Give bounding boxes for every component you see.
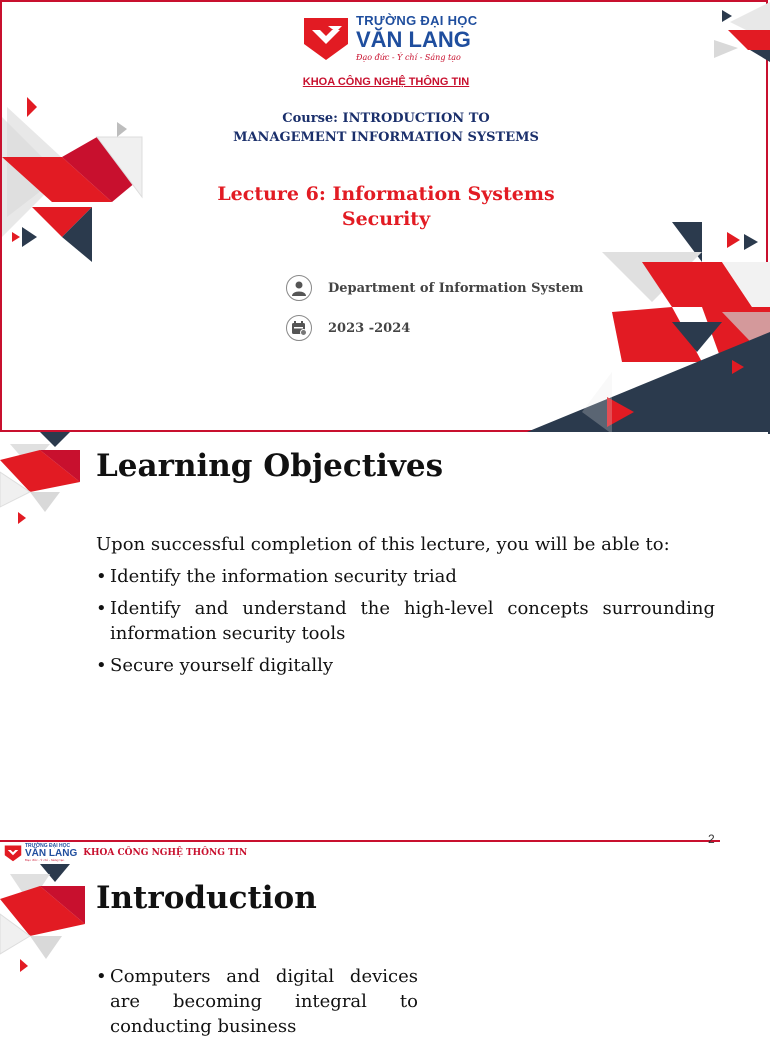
university-shield-icon: [4, 844, 22, 862]
slide-title: Introduction: [96, 880, 317, 916]
bullet-line-2: are becoming integral to: [110, 991, 418, 1012]
header-logo-line-1: TRƯỜNG ĐẠI HỌC: [25, 843, 71, 849]
lecture-line-1: Lecture 6: Information Systems: [217, 183, 555, 205]
course-line-1: Course: INTRODUCTION TO: [282, 111, 490, 126]
lecture-line-2: Security: [341, 208, 431, 230]
header-faculty: KHOA CÔNG NGHỆ THÔNG TIN: [83, 848, 248, 858]
year-text: 2023 -2024: [328, 320, 411, 336]
corner-triangle-decoration: [0, 864, 100, 974]
lecture-title: [2, 182, 770, 232]
learning-objectives-slide: [0, 432, 768, 832]
list-item: • Identify and understand the high-level concepts surrounding information security tools: [96, 596, 715, 646]
list-item: [96, 964, 418, 1039]
department-text: Department of Information System: [328, 280, 584, 296]
introduction-body: [96, 964, 418, 1039]
intro-text: Upon successful completion of this lecture, you will be able to:: [96, 534, 670, 555]
objectives-body: [96, 532, 715, 678]
page-number: 2: [708, 832, 715, 846]
list-item: • Identify the information security triad: [96, 564, 715, 589]
header-divider: [0, 840, 720, 842]
header-logo: [4, 844, 247, 862]
faculty-name: KHOA CÔNG NGHỆ THÔNG TIN: [302, 76, 470, 88]
bullet-line-1: • Computers and digital devices: [110, 966, 418, 987]
list-item: • Secure yourself digitally: [96, 653, 715, 678]
logo-motto: Đạo đức - Ý chí - Sáng tạo: [356, 53, 461, 62]
bottom-right-triangle-decoration: [522, 212, 770, 434]
slide-title: Learning Objectives: [96, 448, 444, 484]
title-slide: [0, 0, 768, 432]
university-shield-icon: [302, 14, 350, 62]
logo-line-1: TRƯỜNG ĐẠI HỌC: [356, 13, 478, 28]
user-icon: [286, 275, 312, 301]
calendar-icon: [286, 315, 312, 341]
course-line-2: MANAGEMENT INFORMATION SYSTEMS: [233, 130, 539, 145]
year-row: [286, 315, 410, 341]
bullet-line-3: conducting business: [110, 1016, 297, 1037]
header-logo-motto: Đạo đức - Ý chí - Sáng tạo: [25, 858, 65, 862]
logo-line-2: VĂN LANG: [356, 27, 471, 52]
top-right-triangle-decoration: [710, 2, 770, 62]
header-logo-line-2: VĂN LANG: [25, 848, 78, 859]
corner-triangle-decoration: [0, 432, 100, 524]
introduction-slide: [0, 832, 768, 1037]
university-logo: [302, 14, 477, 62]
department-row: [286, 275, 583, 301]
course-title: [2, 109, 770, 147]
